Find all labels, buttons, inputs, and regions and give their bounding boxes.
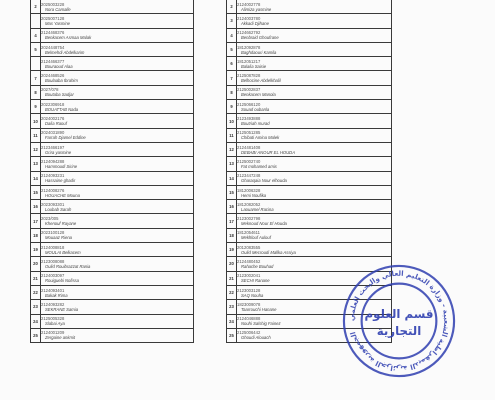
student-name: Souad oubanla <box>241 106 270 112</box>
student-name: Boulaaba Ibrahim <box>45 78 78 84</box>
student-name: Taarrouchi Hanane <box>241 306 277 312</box>
row-number: 18 <box>227 228 237 242</box>
student-id: 2125002740 <box>237 158 261 164</box>
row-number: 8 <box>227 85 237 99</box>
student-id: 2124094288 <box>41 158 65 164</box>
table-row <box>31 171 194 185</box>
student-name: Benbraid Ghoufrane <box>241 35 279 41</box>
student-id: 2024468526 <box>41 73 65 79</box>
student-id: 2125006442 <box>237 330 261 336</box>
table-row <box>227 185 392 199</box>
student-id: 2125066120 <box>237 101 261 107</box>
row-number: 2 <box>31 0 41 14</box>
student-id: 2025007128 <box>41 15 65 21</box>
row-number: 23 <box>31 300 41 314</box>
student-name: Slabai Aya <box>45 321 65 327</box>
row-number: 3 <box>227 14 237 28</box>
student-id: 2124008818 <box>41 244 65 250</box>
row-number: 14 <box>227 171 237 185</box>
row-number: 8 <box>31 85 41 99</box>
student-id: 2124093231 <box>41 173 65 179</box>
student-id: 2124662792 <box>237 30 261 36</box>
student-name: Ghoudi Alouach <box>241 335 271 341</box>
row-number: 13 <box>31 157 41 171</box>
row-number: 9 <box>227 100 237 114</box>
student-cell <box>41 257 194 271</box>
student-id: 1812006328 <box>237 187 261 193</box>
student-id: 2124093282 <box>41 301 65 307</box>
table-row <box>31 185 194 199</box>
row-number: 24 <box>31 314 41 328</box>
row-number: 6 <box>227 57 237 71</box>
student-cell <box>41 57 194 71</box>
student-cell <box>237 200 392 214</box>
student-cell <box>41 185 194 199</box>
student-name: Hemi Noufika <box>241 192 267 198</box>
student-cell <box>41 300 194 314</box>
row-number: 5 <box>31 42 41 56</box>
stamp-center-line2: التجارية <box>376 323 422 338</box>
table-row <box>227 42 392 56</box>
student-cell <box>41 100 194 114</box>
student-name: Baghdaouri Kamila <box>241 49 277 55</box>
row-number: 2 <box>227 0 237 14</box>
row-number: 18 <box>31 228 41 242</box>
student-name: Bouraoud Alaa <box>45 63 73 69</box>
stamp-ring-text: الجمهورية الجزائرية الديمقراطية الشعبية - وزارة التعليم العالي والبحث العلمي <box>346 268 452 374</box>
student-name: Benkacem Manola <box>241 92 276 98</box>
student-name: Balalia Saisie <box>241 63 267 69</box>
student-cell <box>237 28 392 42</box>
row-number: 7 <box>227 71 237 85</box>
student-name: Farrah Djamel Eddine <box>45 135 86 141</box>
student-name: Belmehdi Abdelkarim <box>45 49 85 55</box>
student-id: 2125087828 <box>237 73 261 79</box>
row-number: 25 <box>227 328 237 342</box>
student-name: SEKRANE Samia <box>45 306 79 312</box>
row-number: 17 <box>31 214 41 228</box>
table-row <box>31 142 194 156</box>
row-number: 5 <box>227 42 237 56</box>
student-name: BOUATTAB Nada <box>45 106 79 112</box>
student-id: 2125051285 <box>237 130 261 136</box>
student-cell <box>237 0 392 14</box>
table-row <box>227 228 392 242</box>
student-id: 2124481408 <box>237 144 261 150</box>
student-name: SAQ Nouha <box>241 292 264 298</box>
student-cell <box>237 71 392 85</box>
row-number: 16 <box>31 200 41 214</box>
table-row <box>227 200 392 214</box>
table-row <box>227 243 392 257</box>
student-cell <box>41 271 194 285</box>
student-name: Mas Yasmine <box>45 20 70 26</box>
table-row <box>227 100 392 114</box>
row-number: 24 <box>227 314 237 328</box>
student-cell <box>237 142 392 156</box>
student-cell <box>41 0 194 14</box>
student-cell <box>237 100 392 114</box>
student-name: Loubab Sarah <box>45 206 72 212</box>
student-name: MOULAI Belkacem <box>45 249 81 255</box>
student-cell <box>41 114 194 128</box>
student-cell <box>237 42 392 56</box>
table-row <box>227 114 392 128</box>
student-cell <box>41 243 194 257</box>
table-row <box>227 171 392 185</box>
student-id: 2124001209 <box>41 330 65 336</box>
student-name: Benkacem Asmaa Malak <box>45 35 92 41</box>
table-row <box>31 85 194 99</box>
student-cell <box>41 314 194 328</box>
student-id: 2124093401 <box>41 287 65 293</box>
row-number: 22 <box>31 285 41 299</box>
student-cell <box>41 14 194 28</box>
left-table-body <box>31 0 194 343</box>
table-row <box>31 328 194 342</box>
student-id: 2123466197 <box>41 144 65 150</box>
student-cell <box>237 57 392 71</box>
student-name: Akkadi Djihane <box>241 20 269 26</box>
student-cell <box>237 114 392 128</box>
student-name: Boutaba Sadjar <box>45 92 74 98</box>
student-name: Hammoudi Sirine <box>45 163 78 169</box>
student-id: 2022306918 <box>41 101 65 107</box>
student-name: Nouhi Salshig Fainez <box>241 321 281 327</box>
student-name: Zergaine ankmit <box>45 335 76 341</box>
row-number: 11 <box>227 128 237 142</box>
student-cell <box>237 157 392 171</box>
table-row <box>31 314 194 328</box>
student-id: 2123493888 <box>237 116 261 122</box>
student-name: Nora Camalle <box>45 6 71 12</box>
student-cell <box>41 171 194 185</box>
student-name: Meknoud Nour El Houda <box>241 221 287 227</box>
student-name: Belhocine Abdelkhalil <box>241 78 281 84</box>
row-number: 7 <box>31 71 41 85</box>
student-id: 2023/005 <box>41 216 59 222</box>
student-id: 2124003097 <box>41 273 65 279</box>
student-cell <box>237 243 392 257</box>
student-id: 2124466377 <box>41 58 65 64</box>
student-id: 2023100128 <box>41 230 65 236</box>
student-name: HOUACHE Mouna <box>45 192 80 198</box>
row-number <box>31 57 41 71</box>
row-number: 20 <box>227 257 237 271</box>
table-row <box>31 300 194 314</box>
student-cell <box>41 228 194 242</box>
table-row <box>227 214 392 228</box>
row-number: 17 <box>227 214 237 228</box>
table-row <box>31 100 194 114</box>
student-name: Chibati Amina Malek <box>241 135 280 141</box>
table-row <box>227 57 392 71</box>
student-name: Alimiza yasmine <box>241 6 272 12</box>
student-id: 2124046888 <box>237 316 261 322</box>
table-row <box>31 271 194 285</box>
student-id: 2023093301 <box>41 201 65 207</box>
student-name: Laouamel Racina <box>241 206 274 212</box>
student-id: 1812092878 <box>237 44 261 50</box>
table-row <box>31 71 194 85</box>
student-name: Rahache Bouhad <box>241 263 274 269</box>
row-number: 23 <box>227 300 237 314</box>
student-id: 2124003780 <box>237 15 261 21</box>
student-cell <box>41 28 194 42</box>
student-name: SECHI Ranane <box>241 278 270 284</box>
student-id: 2024448754 <box>41 44 65 50</box>
table-row <box>31 57 194 71</box>
table-row <box>31 114 194 128</box>
table-row <box>31 0 194 14</box>
row-number: 21 <box>31 271 41 285</box>
table-row <box>31 214 194 228</box>
row-number: 9 <box>31 100 41 114</box>
table-row <box>227 142 392 156</box>
student-cell <box>41 85 194 99</box>
student-cell <box>237 14 392 28</box>
table-row <box>31 257 194 271</box>
student-list-left-table <box>30 0 194 343</box>
table-row <box>31 42 194 56</box>
student-id: 2012083555 <box>237 244 261 250</box>
student-id: 1823009078 <box>237 301 261 307</box>
student-id: 2123003128 <box>237 287 261 293</box>
table-row <box>227 28 392 42</box>
student-name: Bakak Rima <box>45 292 68 298</box>
student-cell <box>41 42 194 56</box>
student-name: Oulid Mecroudi Mallka Assiya <box>241 249 296 255</box>
row-number: 4 <box>227 28 237 42</box>
table-row <box>227 14 392 28</box>
table-row <box>227 85 392 99</box>
row-number: 21 <box>227 271 237 285</box>
row-number <box>31 14 41 28</box>
student-name: Dalia Raouf <box>45 121 67 127</box>
department-stamp <box>340 262 458 380</box>
student-cell <box>41 71 194 85</box>
student-name: Mouaaz Riena <box>45 235 73 241</box>
row-number: 12 <box>227 142 237 156</box>
student-id: 2124468376 <box>41 30 65 36</box>
stamp-center-line1: قسم العلوم <box>364 307 434 322</box>
table-row <box>31 228 194 242</box>
student-cell <box>237 185 392 199</box>
table-row <box>31 243 194 257</box>
student-name: Oulid Rouibrazzat Rania <box>45 263 91 269</box>
student-name: Boutriah murad <box>241 121 270 127</box>
student-id: 2123447248 <box>237 173 261 179</box>
student-id: 1812051217 <box>237 58 261 64</box>
student-name: Fat mohamed amis <box>241 163 277 169</box>
table-row <box>31 285 194 299</box>
student-id: 2027/078 <box>41 87 59 93</box>
student-cell <box>237 85 392 99</box>
student-id: 2025003228 <box>41 1 65 7</box>
table-row <box>227 0 392 14</box>
row-number: 16 <box>227 200 237 214</box>
student-id: 1812082052 <box>237 201 261 207</box>
table-row <box>227 71 392 85</box>
student-name: Khenouf Rayane <box>45 221 77 227</box>
student-name: Grira yasmine <box>45 149 72 155</box>
row-number: 11 <box>31 128 41 142</box>
student-cell <box>41 285 194 299</box>
student-id: 2123002041 <box>237 273 261 279</box>
student-id: 2125002837 <box>237 87 261 93</box>
table-row <box>31 28 194 42</box>
table-row <box>31 128 194 142</box>
student-cell <box>237 214 392 228</box>
row-number: 4 <box>31 28 41 42</box>
student-id: 2124480452 <box>237 258 261 264</box>
student-cell <box>41 142 194 156</box>
student-id: 1812054611 <box>237 230 260 236</box>
student-cell <box>41 200 194 214</box>
row-number: 20 <box>31 257 41 271</box>
row-number: 10 <box>31 114 41 128</box>
student-id: 2024031890 <box>41 130 65 136</box>
row-number: 14 <box>31 171 41 185</box>
row-number: 22 <box>227 285 237 299</box>
row-number: 19 <box>227 243 237 257</box>
table-row <box>227 157 392 171</box>
table-row <box>31 200 194 214</box>
student-cell <box>41 328 194 342</box>
student-cell <box>41 128 194 142</box>
student-cell <box>41 214 194 228</box>
student-id: 2024002176 <box>41 116 65 122</box>
row-number: 19 <box>31 243 41 257</box>
row-number: 25 <box>31 328 41 342</box>
student-name: Hassaine ghadir <box>45 178 76 184</box>
row-number: 12 <box>31 142 41 156</box>
student-id: 2123002798 <box>237 216 261 222</box>
student-name: Rouiguebi Nofissa <box>45 278 79 284</box>
student-id: 2124008276 <box>41 187 65 193</box>
student-id: 2123008088 <box>41 258 65 264</box>
student-name: Mekhlouf Aulouf <box>241 235 271 241</box>
student-name: DEBABI ANOUR EL HOUDA <box>241 149 295 155</box>
student-cell <box>41 157 194 171</box>
table-row <box>227 128 392 142</box>
row-number: 15 <box>31 185 41 199</box>
table-row <box>31 157 194 171</box>
row-number: 10 <box>227 114 237 128</box>
student-name: Gharaqaia Nour elhouda <box>241 178 287 184</box>
student-cell <box>237 171 392 185</box>
student-cell <box>237 228 392 242</box>
student-id: 2124002778 <box>237 1 261 7</box>
row-number: 13 <box>227 157 237 171</box>
table-row <box>31 14 194 28</box>
row-number: 15 <box>227 185 237 199</box>
student-id: 2125005328 <box>41 316 65 322</box>
student-cell <box>237 128 392 142</box>
